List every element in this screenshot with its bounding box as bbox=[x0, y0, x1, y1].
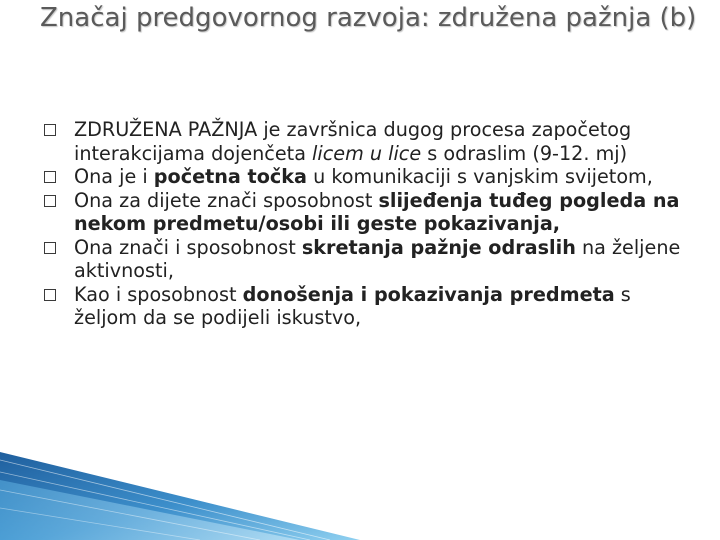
decorative-corner-wave bbox=[0, 450, 360, 540]
bullet-item-1 bbox=[44, 118, 684, 165]
bullet-3-highlight: slijeđenja tuđeg pogleda na nekom predmetu/osobi ili geste pokazivanja, bbox=[74, 188, 680, 235]
bullet-5-text-b: s željom da se podijeli iskustvo, bbox=[74, 282, 631, 329]
bullet-item-4 bbox=[44, 236, 684, 283]
bullet-1-text-a: je završnica dugog procesa započetog interakcijama dojenčeta bbox=[74, 118, 632, 165]
bullet-1-term: ZDRUŽENA PAŽNJA bbox=[74, 118, 258, 141]
square-bullet-icon bbox=[44, 242, 56, 254]
square-bullet-icon bbox=[44, 171, 56, 183]
bullet-3-text-a: Ona za dijete znači sposobnost bbox=[74, 188, 379, 212]
bullet-5-highlight: donošenja i pokazivanja predmeta bbox=[242, 282, 615, 306]
bullet-1-emphasis: licem u lice bbox=[312, 141, 422, 165]
bullet-2-text-a: Ona je i bbox=[74, 165, 154, 188]
bullet-2-text-b: u komunikaciji s vanjskim svijetom, bbox=[307, 165, 653, 188]
square-bullet-icon bbox=[44, 289, 56, 301]
square-bullet-icon bbox=[44, 195, 56, 207]
bullet-list bbox=[44, 118, 684, 330]
bullet-5-text-a: Kao i sposobnost bbox=[74, 282, 243, 306]
bullet-item-5 bbox=[44, 283, 684, 330]
bullet-4-text-a: Ona znači i sposobnost bbox=[74, 235, 302, 259]
bullet-2-highlight: početna točka bbox=[153, 165, 307, 188]
bullet-4-highlight: skretanja pažnje odraslih bbox=[301, 235, 576, 259]
bullet-item-2 bbox=[44, 165, 684, 189]
square-bullet-icon bbox=[44, 124, 56, 136]
slide-title: Značaj predgovornog razvoja: združena pažnja (b) bbox=[40, 3, 697, 33]
bullet-4-text-b: na željene aktivnosti, bbox=[74, 235, 681, 282]
bullet-1-text-b: s odraslim (9-12. mj) bbox=[421, 141, 628, 165]
bullet-item-3 bbox=[44, 189, 684, 236]
